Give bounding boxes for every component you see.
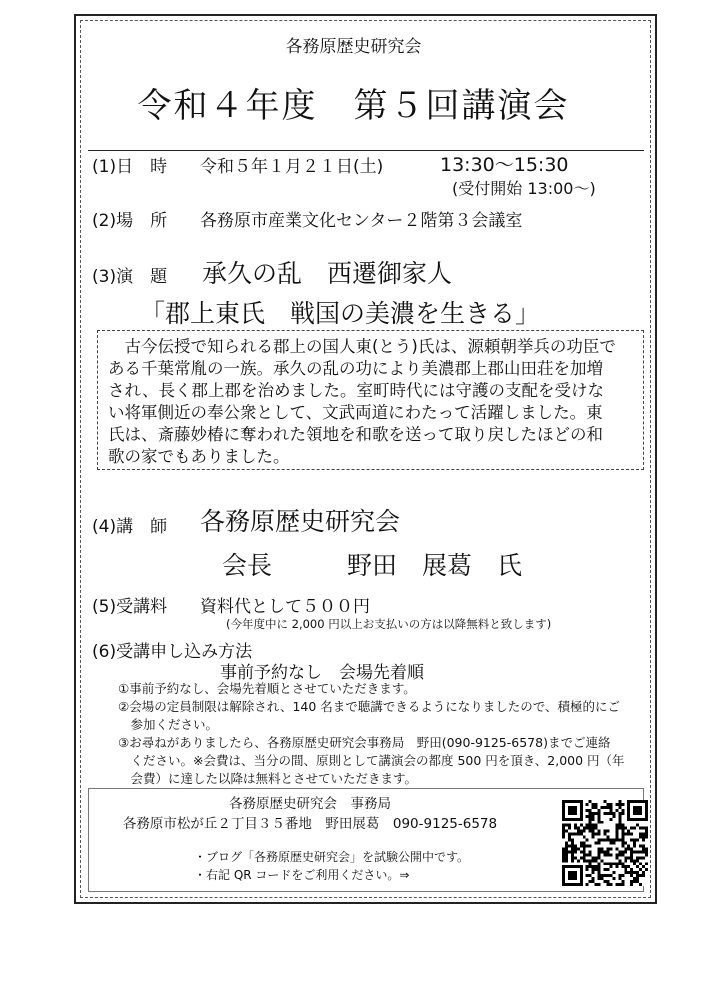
place-label: (2)場 所	[92, 211, 168, 231]
description-line: 歌の家でもありました。	[108, 447, 290, 466]
application-label: (6)受講申し込み方法	[92, 642, 253, 662]
qr-code-icon[interactable]	[562, 800, 648, 886]
topic-subtitle: 「郡上東氏 戦国の美濃を生きる」	[140, 299, 541, 328]
footer-office: 各務原歴史研究会 事務局	[229, 796, 391, 812]
footer-address: 各務原市松が丘２丁目３５番地 野田展葛 090-9125-6578	[122, 816, 498, 832]
application-note: ください。※会費は、当分の間、原則として講演会の都度 500 円を頂き、2,000 円（年	[118, 753, 625, 768]
datetime-label: (1)日 時	[92, 157, 168, 177]
topic-description	[97, 330, 644, 470]
application-note: 会費）に達した以降は無料とさせていただきます。	[118, 771, 418, 786]
description-line: 古今伝授で知られる郡上の国人東(とう)氏は、源頼朝挙兵の功臣で	[124, 337, 616, 356]
lecturer-org: 各務原歴史研究会	[200, 507, 401, 536]
description-line: 氏は、斎藤妙椿に奪われた領地を和歌を送って取り戻したほどの和	[108, 425, 603, 444]
fee-note: (今年度中に 2,000 円以上お支払いの方は以降無料と致します)	[226, 617, 552, 631]
fee-label: (5)受講料	[92, 597, 168, 617]
application-note: ②会場の定員制限は解除され、140 名まで聴講できるようになりましたので、積極的にご	[118, 699, 621, 714]
organization-name: 各務原歴史研究会	[285, 37, 422, 57]
lecturer-label: (4)講 師	[92, 517, 168, 537]
place-value: 各務原市産業文化センター２階第３会議室	[200, 211, 523, 231]
application-value: 事前予約なし 会場先着順	[220, 663, 424, 683]
qr-note: ・右記 QR コードをご利用ください。⇒	[194, 868, 410, 882]
description-line: ある千葉常胤の一族。承久の乱の功により美濃郡上郡山田荘を加増	[108, 359, 603, 378]
blog-note: ・ブログ「各務原歴史研究会」を試験公開中です。	[194, 850, 470, 864]
topic-main: 承久の乱 西遷御家人	[202, 259, 453, 288]
datetime-date: 令和５年１月２１日(土)	[200, 157, 384, 177]
topic-label: (3)演 題	[92, 267, 168, 287]
application-note: 参加ください。	[118, 717, 219, 732]
application-notes	[118, 680, 625, 788]
datetime-time: 13:30～15:30	[440, 154, 569, 176]
fee-value: 資料代として５００円	[200, 597, 370, 617]
lecturer-name: 会長 野田 展葛 氏	[222, 551, 523, 580]
description-line: い将軍側近の奉公衆として、文武両道にわたって活躍しました。東	[108, 403, 603, 422]
page-title: 令和４年度 第５回講演会	[137, 86, 570, 126]
application-note: ③お尋ねがありましたら、各務原歴史研究会事務局 野田(090-9125-6578)までご連絡	[118, 735, 611, 750]
description-line: され、長く郡上郡を治めました。室町時代には守護の支配を受けな	[108, 381, 604, 400]
datetime-reception: (受付開始 13:00～)	[452, 179, 596, 198]
application-note: ①事前予約なし、会場先着順とさせていただきます。	[118, 681, 416, 696]
